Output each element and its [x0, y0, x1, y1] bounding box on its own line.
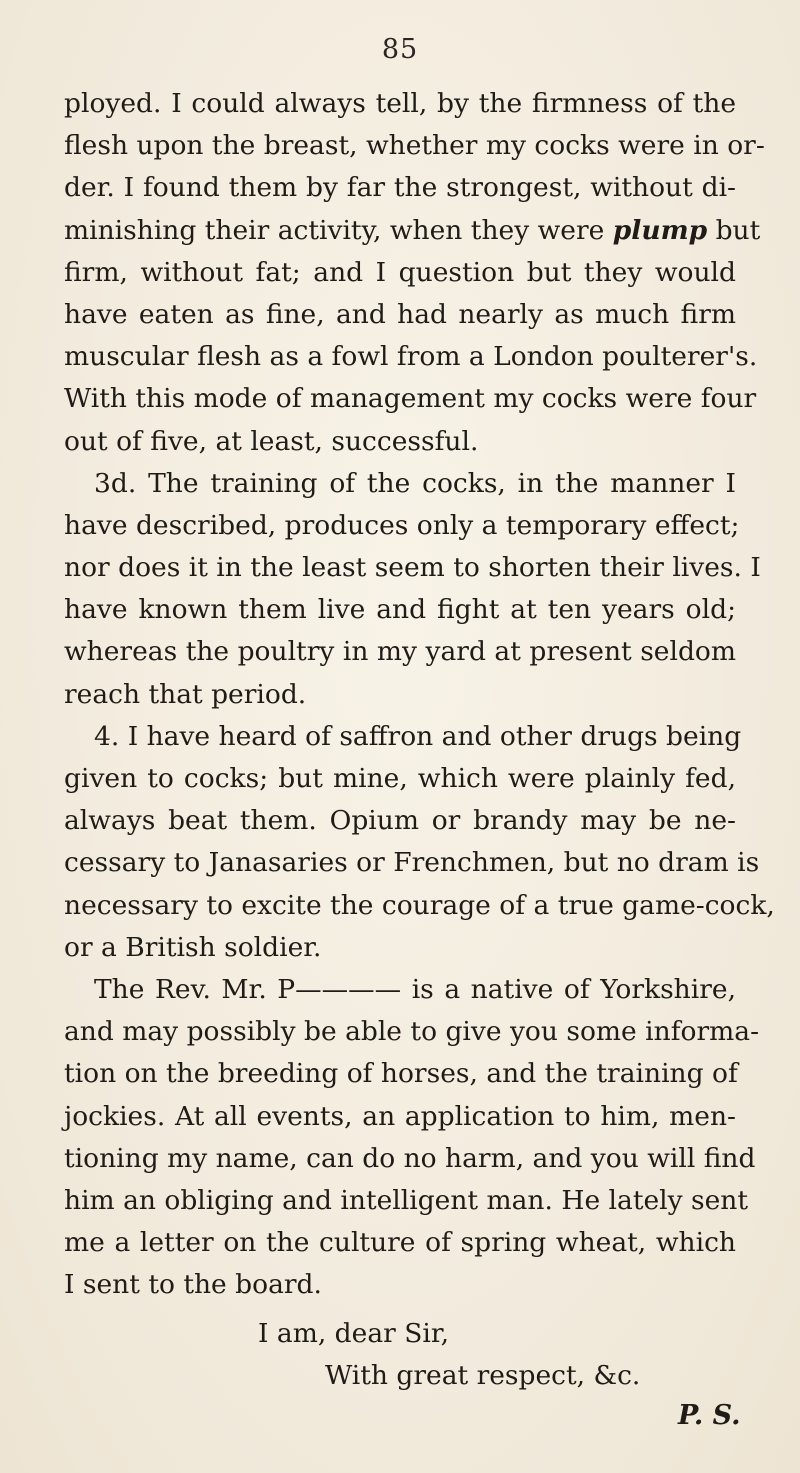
text-line: 4. I have heard of saffron and other drugs being — [94, 720, 742, 752]
text-line: der. I found them by far the strongest, without di- — [64, 172, 736, 204]
text-line: me a letter on the culture of spring wheat, which — [64, 1227, 736, 1259]
text-line: I sent to the board. — [64, 1269, 322, 1301]
text-line: With this mode of management my cocks were four — [64, 383, 757, 415]
text-line: him an obliging and intelligent man. He lately sent — [64, 1184, 749, 1216]
closing-respect: With great respect, &c. — [325, 1360, 641, 1391]
text-line: always beat them. Opium or brandy may be ne- — [64, 805, 736, 837]
text-line: cessary to Janasaries or Frenchmen, but no dram is — [64, 847, 760, 879]
text-line: 3d. The training of the cocks, in the manner I — [94, 467, 736, 499]
text-line: have described, produces only a temporary effect; — [64, 509, 740, 541]
text-fragment: but — [707, 214, 761, 246]
text-line: given to cocks; but mine, which were plainly fed, — [64, 763, 736, 794]
signature: P. S. — [678, 1400, 741, 1431]
text-line: tion on the breeding of horses, and the training of — [64, 1058, 738, 1090]
text-line: flesh upon the breast, whether my cocks were in or- — [64, 130, 765, 162]
text-line: necessary to excite the courage of a true game-cock, — [64, 889, 775, 921]
text-line: have eaten as fine, and had nearly as much firm — [64, 298, 736, 330]
text-line-with-emphasis — [64, 210, 761, 252]
text-line: out of five, at least, successful. — [64, 425, 479, 457]
text-line: jockies. At all events, an application to him, men- — [64, 1100, 736, 1132]
text-line: reach that period. — [64, 678, 307, 710]
closing-salutation: I am, dear Sir, — [258, 1318, 450, 1349]
text-line: ployed. I could always tell, by the firmness of the — [64, 88, 736, 119]
emphasized-word: plump — [612, 214, 708, 246]
text-line: The Rev. Mr. P———— is a native of Yorkshire, — [94, 973, 736, 1005]
text-line: or a British soldier. — [64, 931, 322, 963]
text-line: tioning my name, can do no harm, and you will find — [64, 1142, 756, 1174]
text-line: nor does it in the least seem to shorten their lives. I — [64, 552, 761, 584]
text-line: firm, without fat; and I question but they would — [64, 256, 736, 288]
page-number: 85 — [381, 34, 419, 65]
text-line: have known them live and fight at ten years old; — [64, 594, 736, 626]
text-line: and may possibly be able to give you some informa- — [64, 1016, 760, 1048]
text-line: muscular flesh as a fowl from a London poulterer's. — [64, 341, 758, 373]
text-fragment: minishing their activity, when they were — [64, 214, 613, 246]
body-text — [64, 83, 775, 1306]
text-line: whereas the poultry in my yard at present seldom — [64, 636, 736, 668]
